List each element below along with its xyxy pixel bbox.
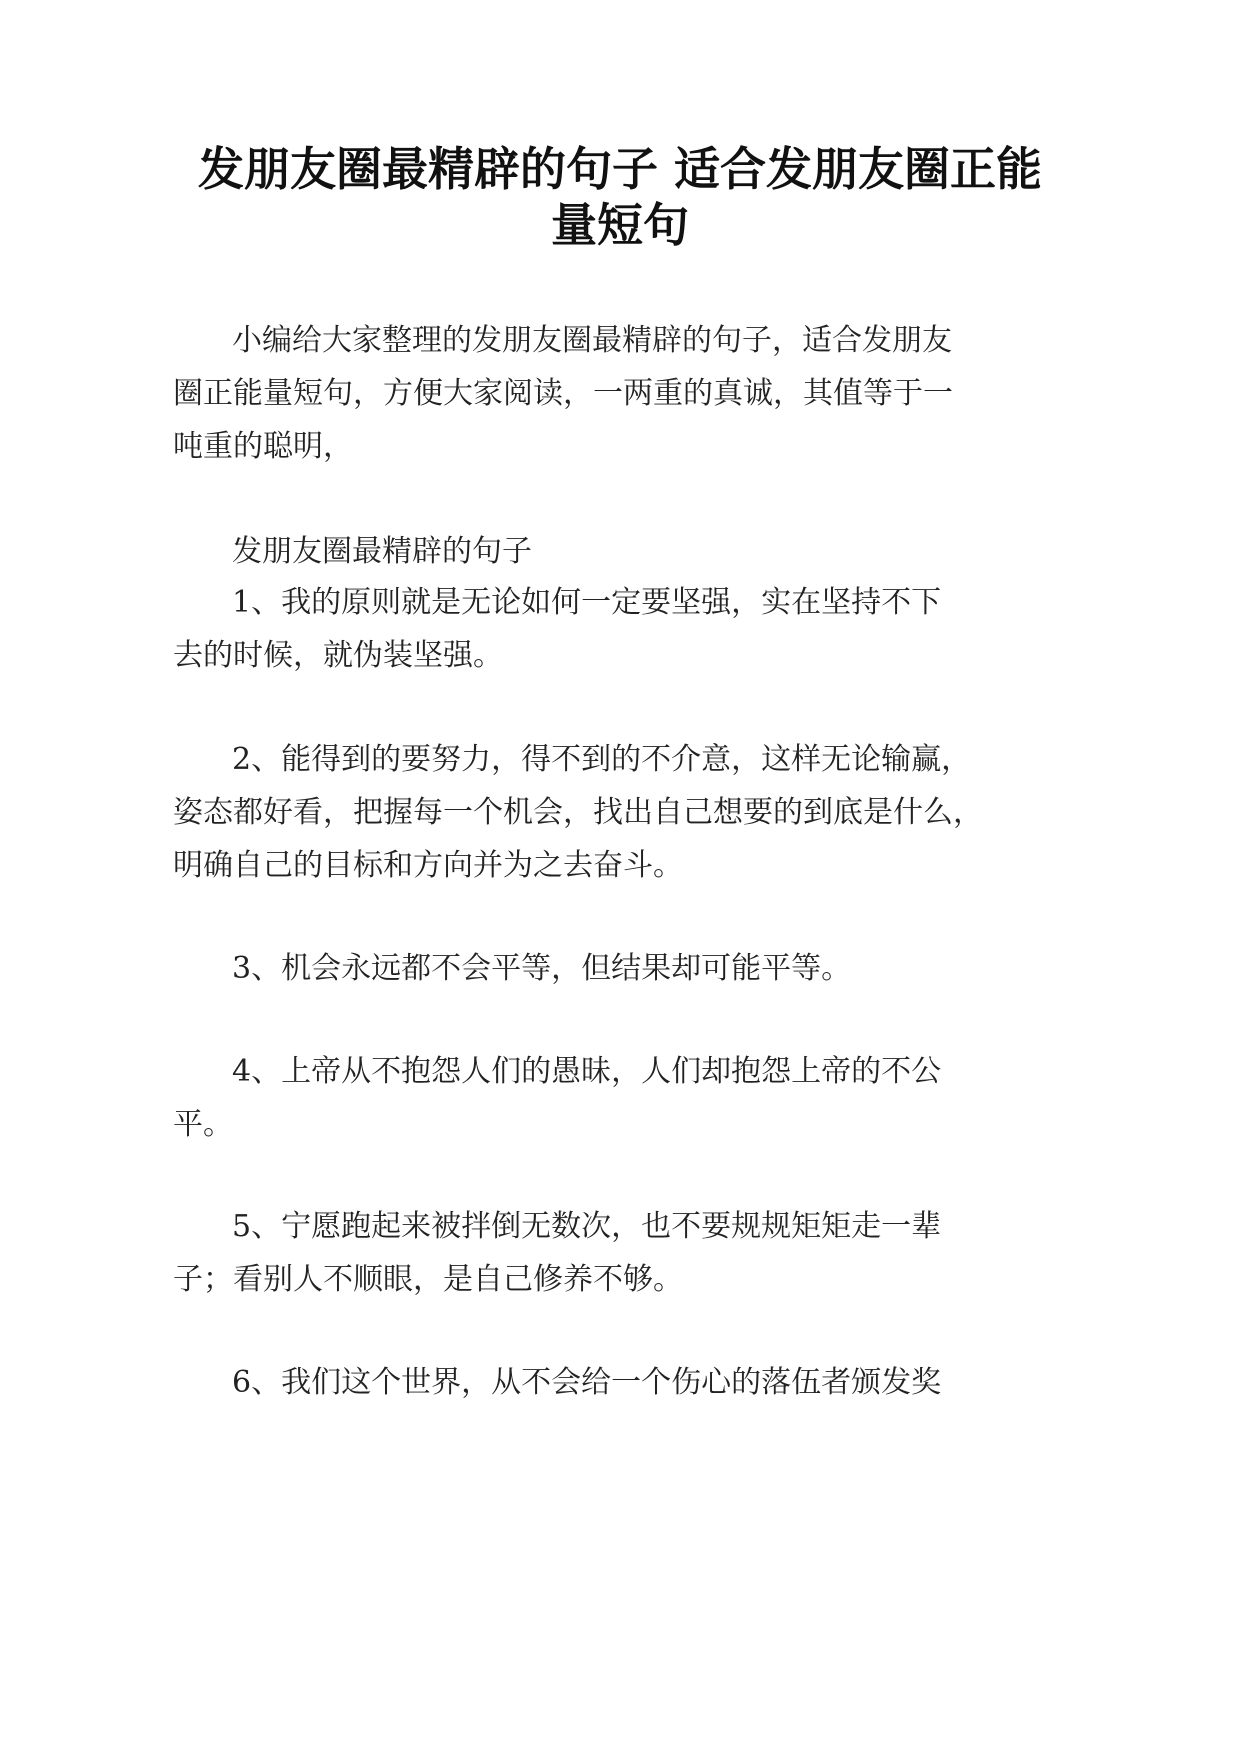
document-title-line-1: 发朋友圈最精辟的句子 适合发朋友圈正能 bbox=[197, 142, 1042, 196]
item-2-line-3: 明确自己的目标和方向并为之去奋斗。 bbox=[173, 848, 683, 883]
intro-line-1: 小编给大家整理的发朋友圈最精辟的句子，适合发朋友 bbox=[232, 323, 952, 358]
item-2-line-2: 姿态都好看，把握每一个机会，找出自己想要的到底是什么， bbox=[173, 795, 983, 830]
item-1-line-2: 去的时候，就伪装坚强。 bbox=[173, 638, 503, 673]
document-title-line-2: 量短句 bbox=[551, 198, 689, 252]
section-heading: 发朋友圈最精辟的句子 bbox=[232, 534, 532, 569]
intro-line-3: 吨重的聪明， bbox=[173, 429, 353, 464]
intro-line-2: 圈正能量短句，方便大家阅读，一两重的真诚，其值等于一 bbox=[173, 376, 953, 411]
item-5-line-2: 子；看别人不顺眼，是自己修养不够。 bbox=[173, 1262, 683, 1297]
item-5-line-1: 5、宁愿跑起来被拌倒无数次，也不要规规矩矩走一辈 bbox=[232, 1209, 942, 1244]
item-4-line-1: 4、上帝从不抱怨人们的愚昧，人们却抱怨上帝的不公 bbox=[232, 1054, 942, 1089]
item-3-line-1: 3、机会永远都不会平等，但结果却可能平等。 bbox=[232, 951, 852, 986]
item-2-line-1: 2、能得到的要努力，得不到的不介意，这样无论输赢， bbox=[232, 742, 972, 777]
item-4-line-2: 平。 bbox=[173, 1107, 233, 1142]
item-6-line-1: 6、我们这个世界，从不会给一个伤心的落伍者颁发奖 bbox=[232, 1365, 942, 1400]
item-1-line-1: 1、我的原则就是无论如何一定要坚强，实在坚持不下 bbox=[232, 585, 942, 620]
